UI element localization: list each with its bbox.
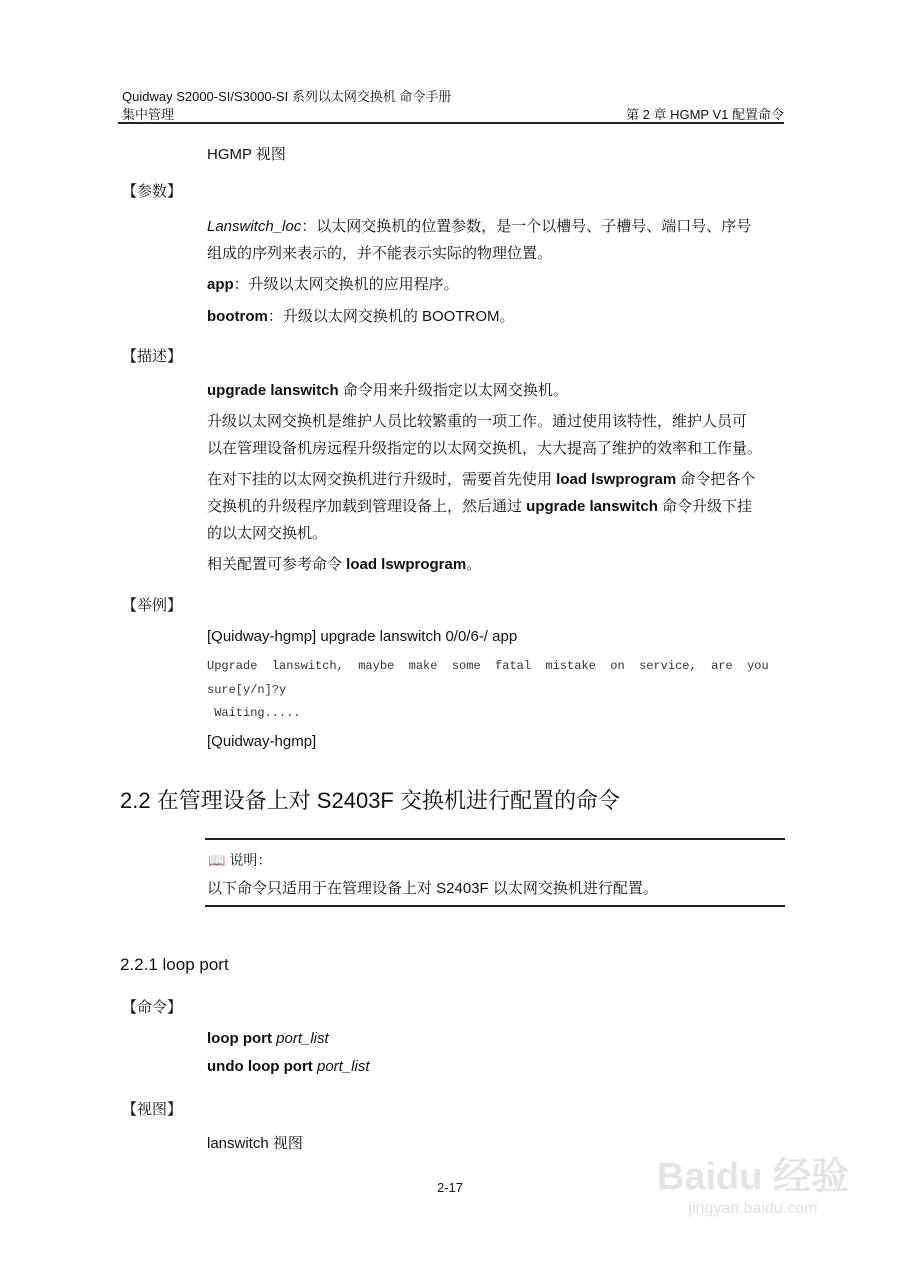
note-label: 说明： [229, 852, 272, 868]
subsection-heading: 2.2.1 loop port [120, 955, 229, 974]
param-desc: 组成的序列来表示的，并不能表示实际的物理位置。 [207, 245, 553, 262]
desc-text: 命令把各个 [676, 471, 756, 488]
cmd-name: load lswprogram [346, 556, 467, 573]
desc-text: 。 [466, 556, 482, 573]
desc-text: 命令用来升级指定以太网交换机。 [338, 382, 568, 399]
section-heading: 2.2 在管理设备上对 S2403F 交换机进行配置的命令 [120, 788, 620, 813]
desc-heading: 【描述】 [122, 348, 183, 365]
cmd-name: upgrade lanswitch [207, 382, 339, 399]
note-top-rule [205, 838, 785, 840]
watermark [657, 1145, 849, 1218]
example-prompt: [Quidway-hgmp] [207, 733, 317, 750]
params-heading: 【参数】 [122, 183, 183, 200]
example-command: [Quidway-hgmp] upgrade lanswitch 0/0/6-/ app [207, 628, 518, 645]
cmd-name: upgrade lanswitch [526, 498, 658, 515]
cmd-name: load lswprogram [556, 471, 677, 488]
desc-text: 相关配置可参考命令 [207, 556, 347, 573]
cmd-arg: port_list [316, 1058, 370, 1075]
watermark-brand: Baidu 经验 [656, 1156, 849, 1198]
example-heading: 【举例】 [122, 597, 183, 614]
cmd-name: loop port [207, 1030, 272, 1047]
cmd-arg: port_list [276, 1030, 329, 1047]
page-number: 2-17 [437, 1180, 464, 1195]
header-section: 集中管理 [122, 107, 175, 122]
desc-text: 的以太网交换机。 [207, 525, 328, 542]
param-desc: ：升级以太网交换机的应用程序。 [233, 276, 459, 293]
book-icon: 📖 [208, 852, 226, 868]
command-heading: 【命令】 [122, 999, 183, 1016]
header-title: Quidway S2000-SI/S3000-SI 系列以太网交换机 命令手册 [122, 89, 452, 104]
desc-text: 升级以太网交换机是维护人员比较繁重的一项工作。通过使用该特性，维护人员可 [207, 413, 748, 430]
header-rule [118, 122, 784, 124]
desc-text: 交换机的升级程序加载到管理设备上，然后通过 [207, 498, 527, 515]
view-text: lanswitch 视图 [207, 1135, 303, 1152]
watermark-url: jingyan.baidu.com [688, 1200, 818, 1217]
header-chapter: 第 2 章 HGMP V1 配置命令 [626, 107, 784, 122]
desc-text: 在对下挂的以太网交换机进行升级时，需要首先使用 [207, 471, 557, 488]
cmd-name: undo loop port [207, 1058, 313, 1075]
param-term: bootrom [207, 308, 268, 325]
note-bottom-rule [205, 905, 785, 907]
param-term: Lanswitch_loc [207, 218, 302, 235]
example-output: Waiting..... [207, 706, 301, 720]
param-desc: ：升级以太网交换机的 BOOTROM。 [267, 308, 515, 325]
desc-text: 命令升级下挂 [657, 498, 753, 515]
desc-text: 以在管理设备机房远程升级指定的以太网交换机，大大提高了维护的效率和工作量。 [207, 440, 763, 457]
param-desc: ：以太网交换机的位置参数，是一个以槽号、子槽号、端口号、序号 [301, 218, 752, 235]
example-output: Upgrade lanswitch, maybe make some fatal mistake on service, are you [207, 659, 769, 673]
example-output: sure[y/n]?y [207, 683, 287, 697]
note-text: 以下命令只适用于在管理设备上对 S2403F 以太网交换机进行配置。 [207, 880, 658, 897]
view-heading: 【视图】 [122, 1101, 183, 1118]
param-term: app [207, 276, 234, 293]
view-text: HGMP 视图 [207, 146, 286, 163]
